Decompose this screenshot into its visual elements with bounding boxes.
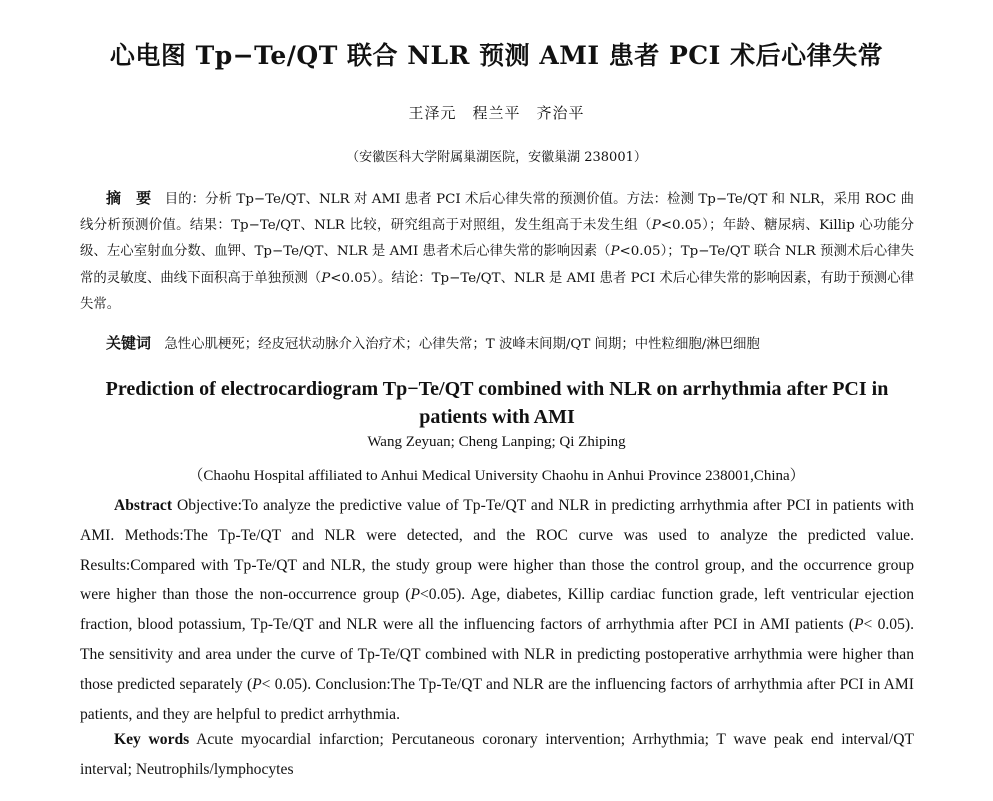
english-abstract-text: ). The sensitivity and area under the curve of Tp-Te/QT combined with NLR in predicting postoperative arrhythmia were higher than those predicted separately ( bbox=[80, 616, 914, 693]
p-symbol: P bbox=[252, 675, 262, 693]
p-value: <0.05 bbox=[330, 270, 372, 286]
chinese-abstract-text: ）；年龄、糖尿病、Killip 心功能分级、左心室射血分数、血钾、Tp−Te/QT、NLR 是 AMI 患者术后心律失常的影响因素（ bbox=[80, 218, 914, 260]
english-abstract bbox=[80, 491, 914, 729]
chinese-keywords-text: 急性心肌梗死；经皮冠状动脉介入治疗术；心律失常；T 波峰末间期/QT 间期；中性粒细胞/淋巴细胞 bbox=[164, 337, 760, 352]
chinese-abstract-text: ）。结论：Tp−Te/QT、NLR 是 AMI 患者 PCI 术后心律失常的影响因素，有助于预测心律失常。 bbox=[80, 270, 915, 312]
chinese-abstract-label: 摘 要 bbox=[106, 189, 152, 207]
english-keywords-label: Key words bbox=[114, 731, 190, 748]
chinese-abstract bbox=[80, 185, 914, 318]
chinese-authors: 王泽元 程兰平 齐治平 bbox=[408, 104, 585, 122]
english-title: Prediction of electrocardiogram Tp−Te/QT combined with NLR on arrhythmia after PCI in patients with AMI bbox=[105, 378, 889, 428]
english-abstract-text: ). Conclusion:The Tp-Te/QT and NLR are the influencing factors of arrhythmia after PCI in AMI patients, and they are helpful to predict arrhythmia. bbox=[80, 675, 914, 723]
chinese-keywords bbox=[80, 330, 914, 358]
english-authors: Wang Zeyuan; Cheng Lanping; Qi Zhiping bbox=[367, 434, 626, 450]
p-symbol: P bbox=[651, 218, 661, 234]
english-affiliation: （Chaohu Hospital affiliated to Anhui Medical University Chaohu in Anhui Province 238001,China） bbox=[188, 468, 805, 484]
english-keywords bbox=[80, 725, 914, 785]
p-value: < 0.05 bbox=[261, 675, 303, 693]
chinese-keywords-label: 关键词 bbox=[106, 334, 152, 352]
p-value: <0.05 bbox=[420, 586, 457, 604]
chinese-title: 心电图 Tp−Te/QT 联合 NLR 预测 AMI 患者 PCI 术后心律失常 bbox=[109, 41, 884, 70]
p-symbol: P bbox=[854, 616, 864, 634]
english-abstract-text: Objective:To analyze the predictive value of Tp-Te/QT and NLR in predicting arrhythmia after PCI in patients with AMI. Methods:The Tp-Te/QT and NLR were detected, and the ROC curve was used to analyze the predicted value. Results:Compared with Tp-Te/QT and NLR, the study group were higher than those the control group, and the occurrence group were higher than those the non-occurrence group ( bbox=[80, 497, 914, 604]
p-value: <0.05 bbox=[619, 244, 661, 260]
p-symbol: P bbox=[610, 244, 620, 260]
p-value: < 0.05 bbox=[863, 616, 905, 634]
p-symbol: P bbox=[410, 586, 420, 604]
chinese-abstract-text: 目的：分析 Tp−Te/QT、NLR 对 AMI 患者 PCI 术后心律失常的预测价值。方法：检测 Tp−Te/QT 和 NLR，采用 ROC 曲线分析预测价值。结果：Tp−Te/QT、NLR 比较，研究组高于对照组，发生组高于未发生组（ bbox=[80, 192, 914, 234]
english-abstract-text: ). Age, diabetes, Killip cardiac function grade, left ventricular ejection fraction, blood potassium, Tp-Te/QT and NLR were all the influencing factors of arrhythmia after PCI in AMI patients ( bbox=[80, 586, 914, 634]
chinese-abstract-text: ）；Tp−Te/QT 联合 NLR 预测术后心律失常的灵敏度、曲线下面积高于单独预测（ bbox=[80, 244, 914, 286]
p-symbol: P bbox=[321, 270, 331, 286]
english-abstract-label: Abstract bbox=[114, 497, 173, 514]
english-keywords-text: Acute myocardial infarction; Percutaneous coronary intervention; Arrhythmia; T wave peak end interval/QT interval; Neutrophils/lymphocytes bbox=[80, 731, 914, 778]
chinese-affiliation: （安徽医科大学附属巢湖医院，安徽巢湖 238001） bbox=[346, 150, 647, 165]
p-value: <0.05 bbox=[660, 218, 702, 234]
